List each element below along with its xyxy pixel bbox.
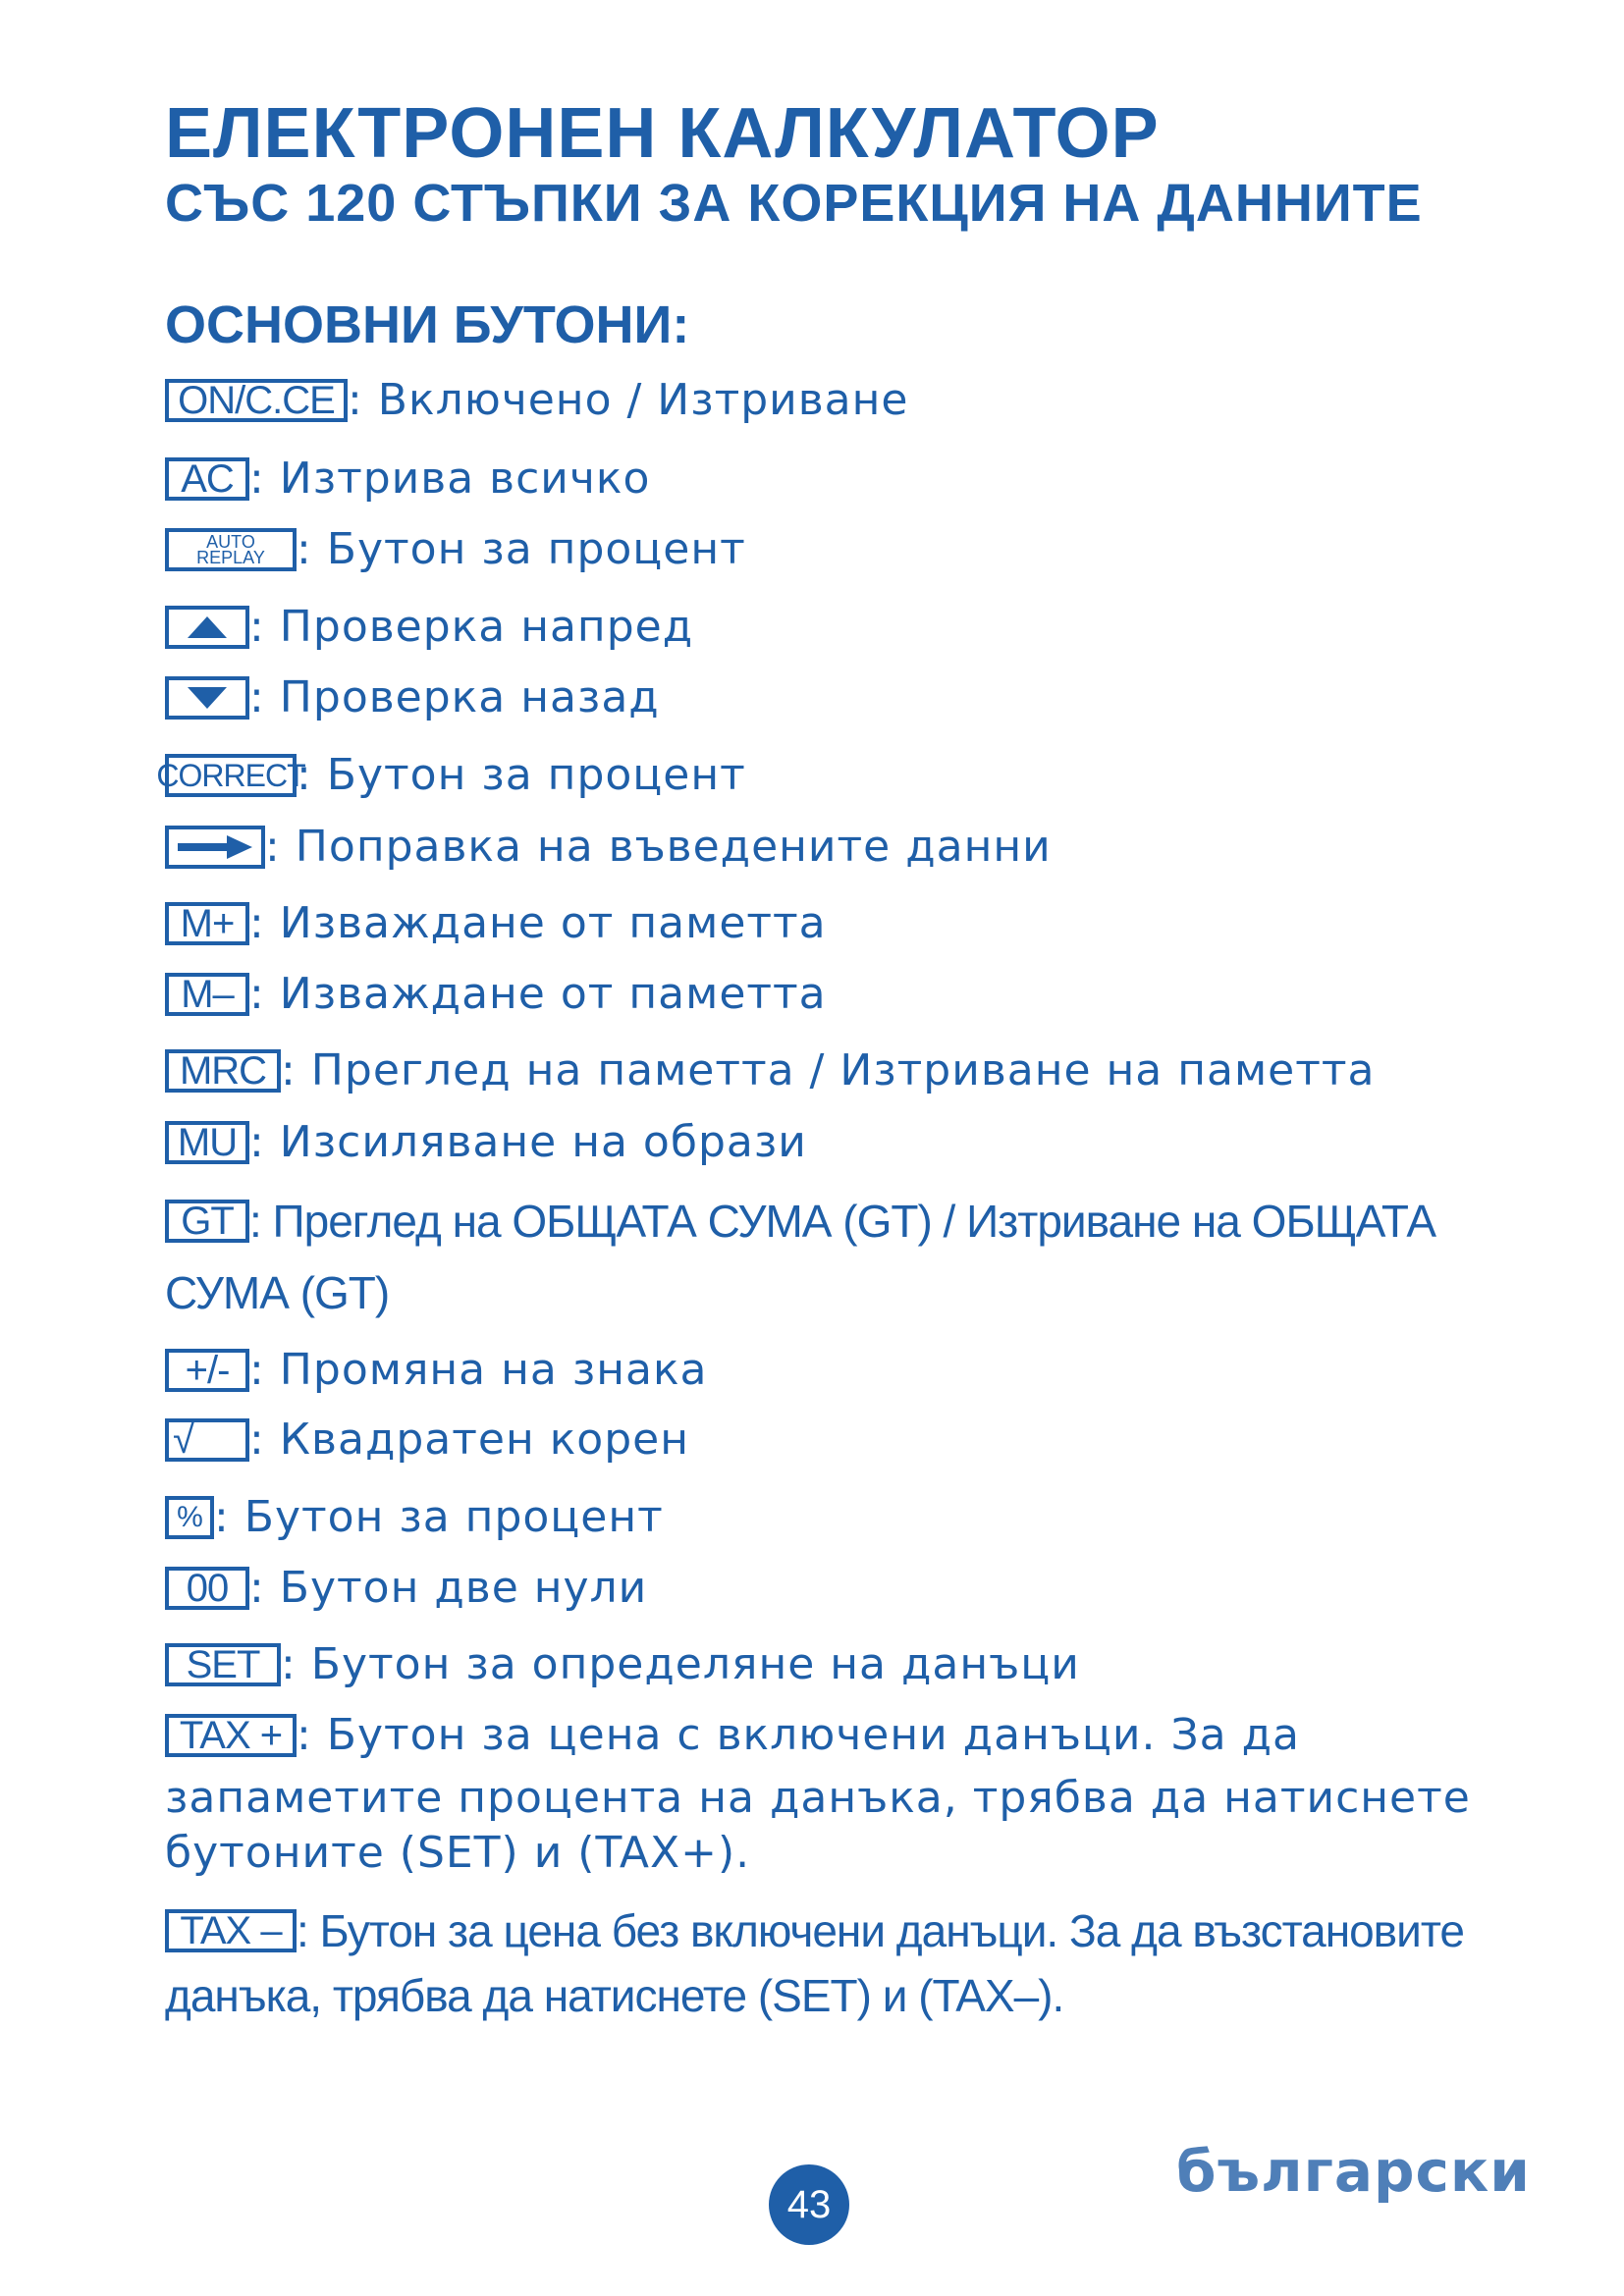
right-arrow-icon bbox=[165, 826, 265, 869]
section-title: ОСНОВНИ БУТОНИ: bbox=[165, 295, 690, 354]
key-description: : Бутон за процент bbox=[214, 1492, 664, 1542]
page-number: 43 bbox=[769, 2164, 849, 2245]
key-row-plus-minus bbox=[165, 1345, 708, 1395]
key-m-plus: M+ bbox=[165, 902, 249, 945]
key-description-continued: бутоните (SET) и (TAX+). bbox=[165, 1828, 751, 1878]
key-row-sqrt bbox=[165, 1415, 689, 1465]
key-description: : Квадратен корен bbox=[249, 1415, 689, 1465]
key-m-minus: M– bbox=[165, 973, 249, 1016]
key-row-mrc bbox=[165, 1045, 1375, 1095]
key-description: : Изваждане от паметта bbox=[249, 969, 827, 1019]
key-row-forward-review bbox=[165, 602, 693, 652]
key-mu: MU bbox=[165, 1121, 249, 1164]
key-row-double-zero bbox=[165, 1563, 647, 1613]
key-description: : Поправка на въведените данни bbox=[265, 822, 1052, 872]
page-title: ЕЛЕКТРОНЕН КАЛКУЛАТОР bbox=[165, 94, 1160, 173]
key-row-gt bbox=[165, 1195, 1435, 1248]
key-mrc: MRC bbox=[165, 1049, 281, 1093]
key-row-set bbox=[165, 1639, 1080, 1689]
key-auto-replay bbox=[165, 528, 297, 571]
key-row-ac bbox=[165, 454, 650, 504]
key-replay-label: REPLAY bbox=[196, 547, 265, 567]
key-row-tax-plus bbox=[165, 1710, 1300, 1760]
language-label: български bbox=[1176, 2138, 1531, 2205]
page-subtitle: СЪС 120 СТЪПКИ ЗА КОРЕКЦИЯ НА ДАННИТЕ bbox=[165, 174, 1423, 233]
key-description: : Изсиляване на образи bbox=[249, 1117, 807, 1167]
key-description: : Преглед на ОБЩАТА СУМА (GT) / Изтриване на ОБЩАТА bbox=[249, 1196, 1436, 1247]
key-row-m-minus bbox=[165, 969, 827, 1019]
key-row-arrow bbox=[165, 822, 1052, 872]
key-gt: GT bbox=[165, 1200, 249, 1243]
key-description: : Промяна на знака bbox=[249, 1345, 708, 1395]
key-description: : Проверка назад bbox=[249, 672, 660, 722]
key-description: : Бутон за процент bbox=[297, 750, 746, 800]
key-description: : Проверка напред bbox=[249, 602, 694, 652]
key-ac: AC bbox=[165, 457, 249, 501]
key-row-percent bbox=[165, 1492, 664, 1542]
down-triangle-icon bbox=[165, 676, 249, 720]
key-plus-minus: +/- bbox=[165, 1349, 249, 1392]
key-row-correct bbox=[156, 750, 746, 800]
key-description: : Изтрива всичко bbox=[249, 454, 651, 504]
key-row-backward-review bbox=[165, 672, 660, 722]
key-double-zero: 00 bbox=[165, 1567, 249, 1610]
key-tax-minus: TAX – bbox=[165, 1909, 297, 1952]
key-description: : Изваждане от паметта bbox=[249, 898, 827, 948]
key-correct: CORRECT bbox=[165, 754, 297, 797]
square-root-icon: √ bbox=[165, 1418, 249, 1462]
key-on-cce: ON/C.CE bbox=[165, 379, 348, 422]
key-description: : Бутон за цена без включени данъци. За да възстановите bbox=[297, 1905, 1464, 1956]
key-description: : Включено / Изтриване bbox=[348, 375, 909, 425]
key-description: : Бутон за цена с включени данъци. За да bbox=[297, 1710, 1300, 1760]
up-triangle-icon bbox=[165, 606, 249, 649]
key-percent: % bbox=[165, 1496, 214, 1539]
key-row-auto-replay bbox=[165, 524, 746, 574]
key-row-tax-minus bbox=[165, 1904, 1464, 1957]
key-description: : Преглед на паметта / Изтриване на паметта bbox=[281, 1045, 1376, 1095]
key-description: : Бутон за процент bbox=[297, 524, 746, 574]
key-description: : Бутон две нули bbox=[249, 1563, 648, 1613]
key-description-continued: СУМА (GT) bbox=[165, 1267, 390, 1318]
key-description-continued: данъка, трябва да натиснете (SET) и (TAX–). bbox=[165, 1970, 1064, 2021]
key-row-mu bbox=[165, 1117, 807, 1167]
key-description-continued: запаметите процента на данъка, трябва да натиснете bbox=[165, 1773, 1471, 1823]
key-row-on-cce bbox=[165, 375, 908, 425]
key-row-m-plus bbox=[165, 898, 827, 948]
key-tax-plus: TAX + bbox=[165, 1714, 297, 1757]
key-auto-label: AUTO bbox=[206, 531, 255, 552]
key-description: : Бутон за определяне на данъци bbox=[281, 1639, 1080, 1689]
key-set: SET bbox=[165, 1643, 281, 1686]
